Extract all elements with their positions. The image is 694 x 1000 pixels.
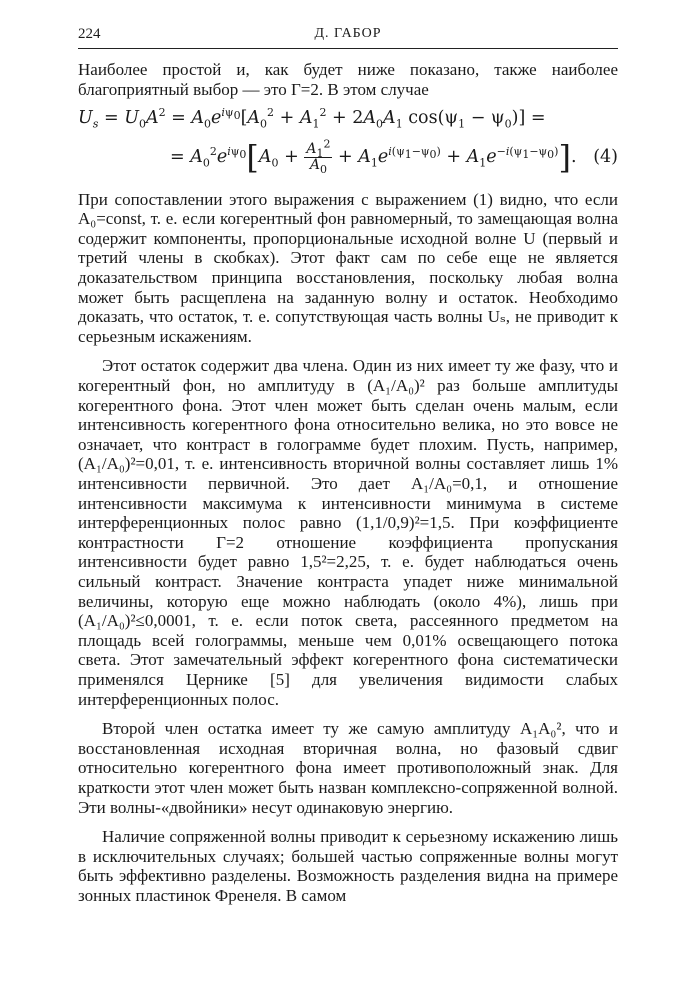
- equation-number: (4): [593, 147, 618, 168]
- paragraph: Второй член остатка имеет ту же самую амплитуду A₁A₀², что и восстановленная исходная вторичная волна, но фазовый сдвиг относительно когерентного фона имеет противоположный знак. Для краткости этот член может быть назван комплексно-сопряженной волной. Эти волны-«двойники» несут одинаковую энергию.: [78, 719, 618, 817]
- fraction: $\frac{A_1^2}{A_0}$: [306, 137, 331, 176]
- paragraph: Наличие сопряженной волны приводит к серьезному искажению лишь в исключительных случаях; большей частью сопряженные волны могут быть эффективно разделены. Возможность разделения видна на примере зонных пластинок Френеля. В самом: [78, 827, 618, 905]
- body-text: [78, 60, 618, 905]
- page-number: 224: [78, 26, 101, 42]
- paragraph: При сопоставлении этого выражения с выражением (1) видно, что если A₀=const, т. е. если когерентный фон равномерный, то замещающая волна содержит компоненты, пропорциональные исходной волне U (первый и третий члены в скобках). Этот факт сам по себе еще не является доказательством принципа восстановления, поскольку любая волна может быть расщеплена на заданную волну и остаток. Необходимо доказать, что остаток, т. е. сопутствующая часть волны Uₛ, не приводит к серьезным искажениям.: [78, 189, 618, 346]
- running-head: Д. ГАБОР: [314, 26, 382, 41]
- equation-line-1: $U_s = U_0A^2 = A_0e^{i\psi_0}[A_0^2 + A_1^2 + 2A_0A_1$ $\cos(\psi_1 - \psi_0)$] =: [78, 106, 546, 131]
- equation-line-2: = $A_0^2e^{i\psi_0}[A_0$ + $\frac{A_1^2}{A_0}$ + $A_1e^{i(\psi_1-\psi_0)} + A_1e^{-i(\psi_1-\psi_0)}$]. (4): [78, 135, 618, 180]
- paragraph: Этот остаток содержит два члена. Один из них имеет ту же фазу, что и когерентный фон, но амплитуду в (A₁/A₀)² раз больше амплитуды когерентного фона. Этот член может быть сделан очень малым, если интенсивность когерентного фона относительно велика, но это вовсе не означает, что контраст в голограмме будет плохим. Пусть, например, (A₁/A₀)²=0,01, т. е. интенсивность вторичной волны составляет лишь 1% интенсивности первичной. Это дает A₁/A₀=0,1, и отношение интенсивности максимума к интенсивности минимума в системе интерференционных полос равно (1,1/0,9)²=1,5. При коэффициенте контрастности Γ=2 отношение коэффициента пропускания интенсивности будет равно 1,5²=2,25, т. е. будет наблюдаться очень сильный контраст. Значение контраста упадет ниже минимальной величины, которую еще можно наблюдать (около 4%), лишь при (A₁/A₀)²≤0,0001, т. е. если поток света, рассеянного предметом на площадь всей голограммы, меньше чем 0,01% освещающего потока света. Этот замечательный эффект когерентного фона систематически применялся Цернике [5] для увеличения видимости слабых интерференционных полос.: [78, 356, 618, 709]
- page-header: [78, 26, 618, 49]
- intro-paragraph: Наиболее простой и, как будет ниже показано, также наиболее благоприятный выбор — это Γ=2. В этом случае: [78, 60, 618, 99]
